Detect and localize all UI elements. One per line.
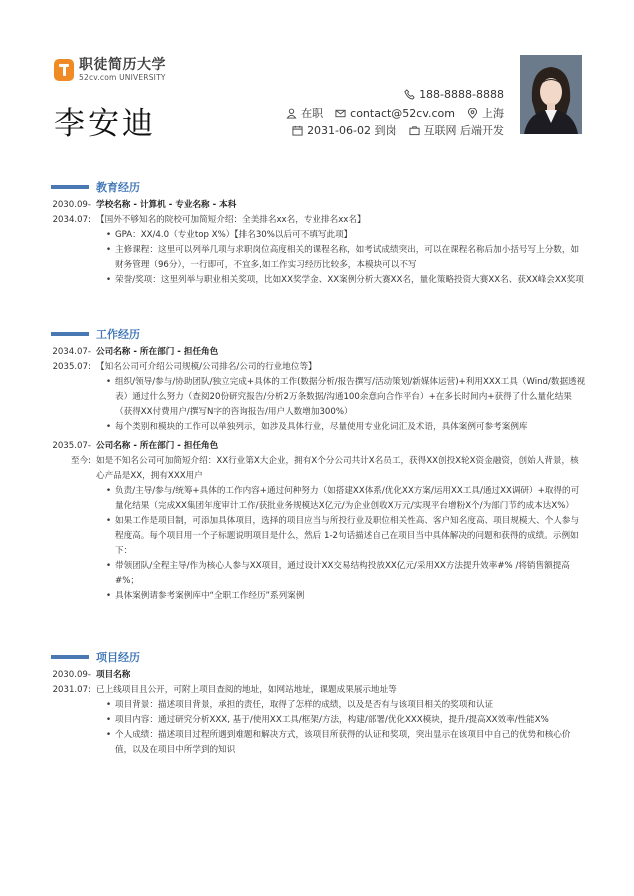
list-item: • 主修课程：这里可以列举几项与求职岗位高度相关的课程名称，如考试成绩突出，可以在课程名称后加小括号写上分数，如财务管理（96分），一行即可，不宜多,如工作实习经历比较多，本模块可以不写 — [106, 243, 586, 273]
available-date: 2031-06-02 到岗 — [307, 124, 397, 137]
candidate-name: 李安迪 — [54, 106, 156, 142]
section-accent-bar — [51, 332, 89, 336]
list-item: • 带领团队/全程主导/作为核心人参与XX项目，通过设计XX交易结构投放XX亿元/采用XX方法提升效率#% /将销售额提高#%； — [106, 559, 586, 589]
logo-title: 职徒简历大学 — [79, 57, 166, 74]
entry-headline: 公司名称 - 所在部门 - 担任角色 — [96, 347, 219, 357]
employment-status: 在职 — [301, 107, 324, 120]
entry-dates: 2034.07- 2035.07: — [52, 347, 91, 372]
entry-dates: 2030.09- 2031.07: — [52, 670, 91, 695]
work-heading: 工作经历 — [96, 328, 140, 341]
target-industry: 互联网 后端开发 — [423, 124, 504, 137]
phone-number[interactable]: 188-8888-8888 — [419, 88, 504, 101]
calendar-icon — [292, 125, 303, 136]
contact-row-phone — [404, 88, 504, 101]
work-section — [51, 327, 586, 604]
entry-bullets — [106, 698, 586, 758]
entry-bullets — [106, 228, 586, 288]
contact-row-job — [292, 122, 504, 138]
entry-headline: 公司名称 - 所在部门 - 担任角色 — [96, 441, 219, 451]
profile-photo — [520, 55, 582, 134]
list-item: • 组织/领导/参与/协助团队/独立完成+具体的工作(数据分析/报告撰写/活动策划/新媒体运营)+利用XXX工具（Wind/数据透视表）通过什么努力（查阅20份研究报告/分析2万条数据/沟通100余意向合作平台）+在多长时间内+获得了什么量化结果（获得XX付费用户/撰写N字的咨询报告/用户人数增加300%） — [106, 375, 586, 420]
entry-headline: 学校名称 - 计算机 - 专业名称 - 本科 — [96, 200, 237, 210]
education-section — [51, 180, 586, 288]
entry-intro: 【国外不够知名的院校可加简短介绍：全美排名xx名，专业排名xx名】 — [96, 215, 366, 225]
list-item: • 项目背景：描述项目背景，承担的责任，取得了怎样的成绩，以及是否有与该项目相关的奖项和认证 — [106, 698, 586, 713]
person-icon — [286, 108, 297, 119]
contact-row-main — [286, 105, 504, 121]
city: 上海 — [482, 107, 504, 120]
entry-bullets — [106, 484, 586, 604]
list-item: • 个人成绩：描述项目过程所遇到难题和解决方式，该项目所获得的认证和奖项，突出显示在该项目中自己的优势和核心价值，以及在项目中所学到的知识 — [106, 728, 586, 758]
logo-mark-icon — [53, 57, 75, 83]
list-item: • 荣誉/奖项：这里列举与职业相关奖项，比如XX奖学金、XX案例分析大赛XX名，量化策略投资大赛XX名、获XX峰会XX奖项 — [106, 273, 586, 288]
education-entry — [51, 198, 586, 288]
list-item: • 每个类别和模块的工作可以单独列示，如涉及具体行业，尽量使用专业化词汇及术语，具体案例可参考案例库 — [106, 420, 586, 435]
project-heading: 项目经历 — [96, 651, 140, 664]
list-item: • 负责/主导/参与/统筹+具体的工作内容+通过何种努力（如搭建XX体系/优化XX方案/运用XX工具/通过XX调研）+取得的可量化结果（完成XX集团年度审计工作/获批业务规模达X亿元/为企业创收X万元/实现平台增粉X个/为部门节约成本达X%） — [106, 484, 586, 514]
education-heading: 教育经历 — [96, 181, 140, 194]
entry-intro: 已上线项目且公开，可附上项目查阅的地址，如网站地址，课题成果展示地址等 — [96, 685, 397, 695]
briefcase-icon — [409, 125, 420, 136]
list-item: • 如果工作是项目制，可添加具体项目，选择的项目应当与所投行业及职位相关性高、客户知名度高、项目规模大、个人参与程度高。每个项目用一个子标题说明项目是什么，然后 1-2句话描述自己在项目当中具体解决的问题和获得的成绩。示例如下： — [106, 514, 586, 559]
mail-icon — [335, 108, 346, 119]
work-entry — [51, 439, 586, 604]
entry-bullets — [106, 375, 586, 435]
work-entry — [51, 345, 586, 435]
list-item: • 项目内容：通过研究分析XXX, 基于/使用XX工具/框架/方法，构建/部署/优化XXX模块，提升/提高XX效率/性能X% — [106, 713, 586, 728]
phone-icon — [404, 89, 415, 100]
section-accent-bar — [51, 185, 89, 189]
project-section — [51, 650, 586, 758]
brand-logo — [53, 56, 166, 84]
logo-subtitle: 52cv.com UNIVERSITY — [79, 73, 166, 83]
portrait-illustration — [520, 55, 582, 134]
list-item: • 具体案例请参考案例库中“全职工作经历”系列案例 — [106, 589, 586, 604]
list-item: • GPA：XX/4.0（专业top X%）【排名30%以后可不填写此项】 — [106, 228, 586, 243]
section-accent-bar — [51, 655, 89, 659]
entry-headline: 项目名称 — [96, 670, 131, 680]
entry-intro: 【知名公司可介绍公司规模/公司排名/公司的行业地位等】 — [96, 362, 317, 372]
location-icon — [467, 108, 478, 119]
entry-dates: 2030.09- 2034.07: — [52, 200, 91, 225]
entry-intro: 如是不知名公司可加简短介绍：XX行业第X大企业，拥有X个分公司共计X名员工，获得XX创投X轮X资金融资，创始人背景，核心产品是XX，拥有XXX用户 — [96, 456, 579, 481]
entry-dates: 2035.07- 至今: — [52, 441, 91, 466]
project-entry — [51, 668, 586, 758]
email-address[interactable]: contact@52cv.com — [350, 106, 455, 120]
